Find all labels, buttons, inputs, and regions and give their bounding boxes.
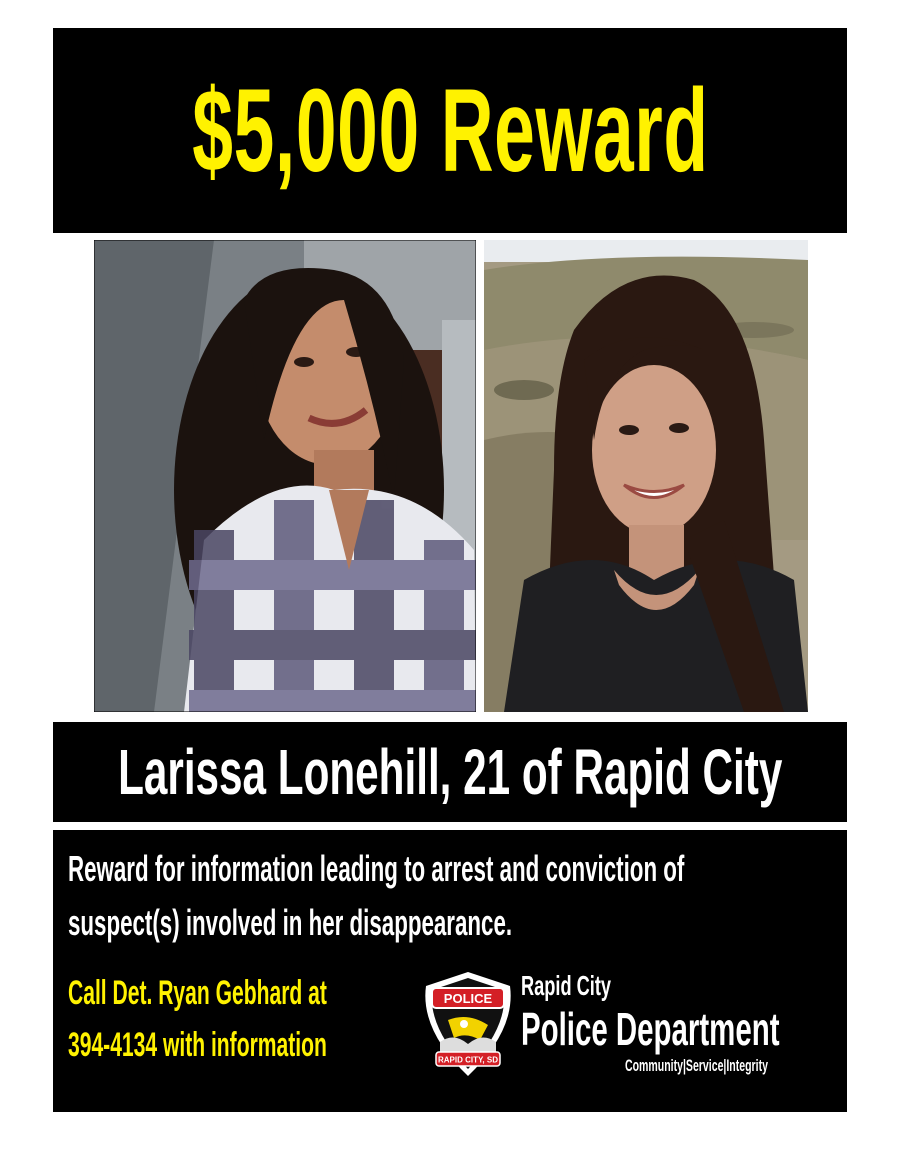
police-badge-logo [418, 970, 518, 1080]
photo-left [94, 240, 476, 712]
department-name: Police Department [521, 1003, 780, 1055]
contact-text-line-1: Call Det. Ryan Gebhard at [68, 974, 327, 1012]
portrait-photo-left [94, 240, 476, 712]
badge-top-text: POLICE [443, 991, 493, 1006]
subject-name-line: Larissa Lonehill, 21 of Rapid City [117, 736, 783, 808]
portrait-photo-right [484, 240, 808, 712]
name-banner [53, 722, 847, 822]
reward-title: $5,000 Reward [191, 64, 709, 197]
reward-text-line-2: suspect(s) involved in her disappearance. [68, 902, 513, 943]
badge-bottom-text: RAPID CITY, SD [437, 1055, 499, 1065]
info-panel [53, 830, 847, 1112]
department-motto: Community|Service|Integrity [625, 1056, 768, 1075]
contact-text-line-2: 394-4134 with information [68, 1026, 327, 1064]
photo-right [484, 240, 808, 712]
title-banner [53, 28, 847, 233]
department-city: Rapid City [521, 970, 612, 1001]
reward-text-line-1: Reward for information leading to arrest and conviction of [68, 848, 685, 889]
